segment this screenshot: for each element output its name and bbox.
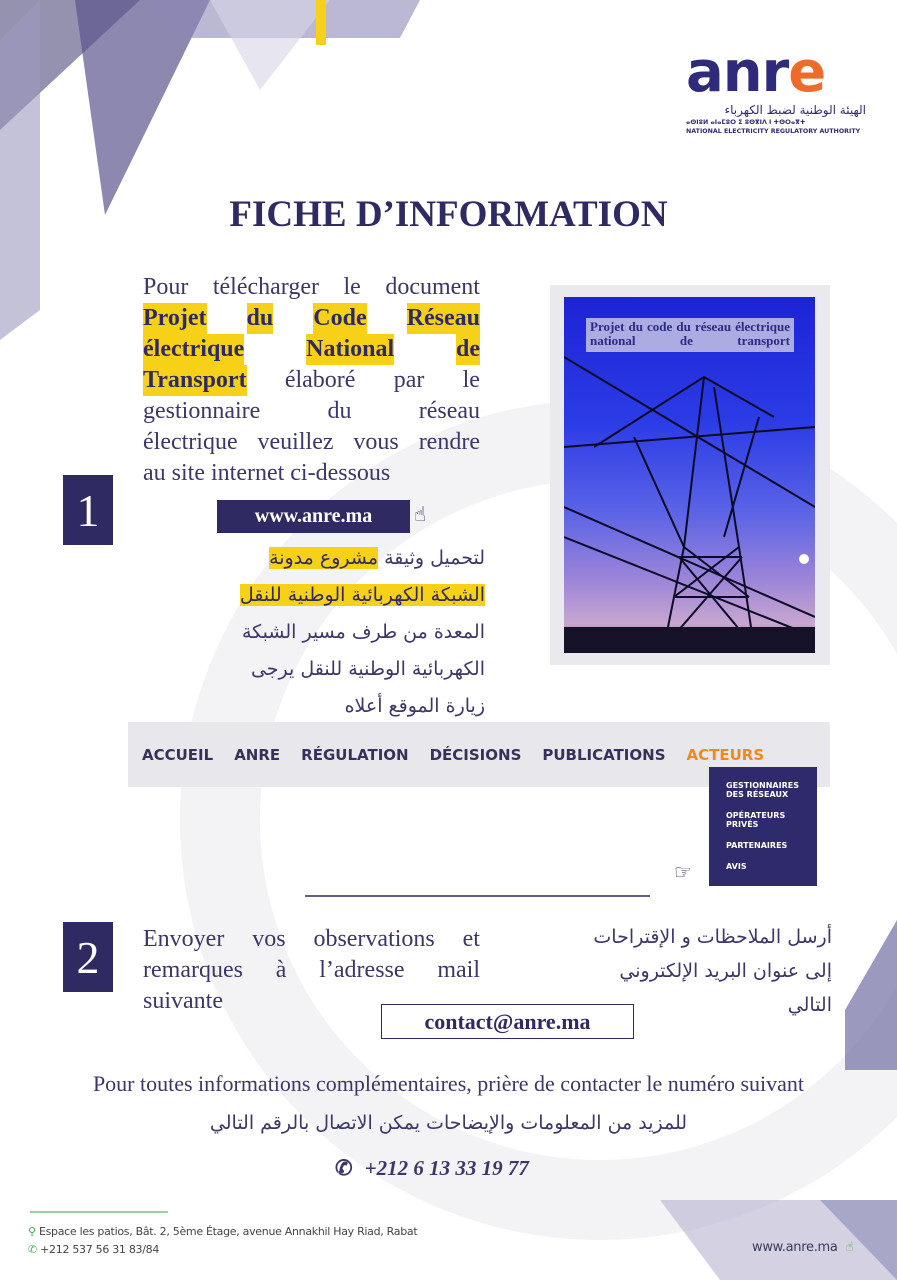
word: Envoyer — [143, 926, 225, 952]
word: vous — [353, 429, 399, 455]
word: gestionnaire — [143, 398, 261, 424]
info-french: Pour toutes informations complémentaires, prière de contacter le numéro suivant — [92, 1071, 805, 1096]
step1-arabic-text — [140, 540, 485, 725]
click-hand-icon: ☝ — [845, 1240, 854, 1255]
arabic-line — [140, 540, 485, 577]
word: rendre — [418, 429, 480, 455]
dropdown-item[interactable]: AVIS — [726, 862, 747, 871]
footer-website[interactable] — [752, 1240, 892, 1255]
menu-item-publications[interactable]: PUBLICATIONS — [542, 745, 666, 764]
word: électrique — [143, 429, 238, 455]
text-line — [143, 303, 480, 334]
arabic-line — [140, 688, 485, 725]
word: Code — [313, 303, 366, 334]
text-line — [143, 334, 480, 365]
arabic-line: التالي — [787, 994, 832, 1016]
logo-word: anr — [686, 40, 789, 105]
text-line — [143, 458, 480, 489]
footer-address — [28, 1224, 417, 1239]
location-pin-icon: ⚲ — [28, 1225, 39, 1238]
logo-arabic: الهيئة الوطنية لضبط الكهرباء — [724, 103, 866, 117]
address-text: Espace les patios, Bât. 2, 5ème Étage, avenue Annakhil Hay Riad, Rabat — [38, 1225, 418, 1238]
arabic-line — [140, 614, 485, 651]
word: suivante — [143, 988, 223, 1014]
text-line — [143, 272, 480, 303]
word: à — [275, 957, 287, 983]
word: vos — [252, 926, 286, 952]
menu-item-décisions[interactable]: DÉCISIONS — [429, 745, 522, 764]
footer-website-link[interactable]: www.anre.ma — [752, 1240, 838, 1255]
arabic-line: أرسل الملاحظات و الإقتراحات — [593, 926, 832, 948]
step-number-2: 2 — [63, 922, 113, 992]
text-line — [143, 365, 480, 396]
text: لتحميل وثيقة — [378, 547, 485, 569]
word: de — [456, 334, 480, 365]
page-title: FICHE D’INFORMATION — [229, 194, 668, 235]
cover-caption: Projet du code du réseau électrique national de transport — [586, 318, 794, 352]
word: télécharger — [212, 274, 319, 300]
anre-logo — [686, 40, 866, 136]
word: du — [327, 398, 352, 424]
text-line — [143, 955, 480, 986]
email-address-box[interactable]: contact@anre.ma — [381, 1004, 634, 1039]
text-line — [143, 396, 480, 427]
word: document — [385, 274, 480, 300]
menu-item-acteurs[interactable]: ACTEURS — [686, 745, 765, 764]
contact-phone — [335, 1153, 529, 1183]
pointer-hand-icon: ☝ — [414, 502, 427, 526]
word: l’adresse — [319, 957, 405, 983]
word: au site internet ci-dessous — [143, 460, 391, 486]
text-line — [143, 427, 480, 458]
logo-tifinagh: ⴰⵙⵏⵓⵍ ⴰⵏⴰⵎⵓⵔ ⵉ ⵓⵙⴳⵏⴷ ⵏ ⵜⵙⵔⴰⴳⵜ — [686, 119, 806, 126]
word: Pour — [143, 274, 189, 300]
word: Projet — [143, 303, 207, 334]
menu-item-anre[interactable]: ANRE — [234, 745, 281, 764]
word: remarques — [143, 957, 243, 983]
word: National — [306, 334, 394, 365]
word: par — [393, 367, 425, 393]
text: المعدة من طرف مسير الشبكة — [241, 621, 485, 643]
word: Transport — [143, 365, 247, 396]
website-link-button[interactable]: www.anre.ma — [217, 500, 410, 533]
footer-phone — [28, 1242, 159, 1257]
word: électrique — [143, 334, 244, 365]
logo-english: NATIONAL ELECTRICITY REGULATORY AUTHORITY — [686, 128, 861, 135]
step-number-1: 1 — [63, 475, 113, 545]
text: زيارة الموقع أعلاه — [344, 695, 485, 717]
phone-icon: ✆ — [335, 1156, 353, 1180]
highlight: مشروع مدونة — [269, 547, 379, 569]
word: le — [462, 367, 480, 393]
step1-french-text — [143, 272, 480, 489]
menu-item-accueil[interactable]: ACCUEIL — [142, 745, 214, 764]
word: et — [462, 926, 480, 952]
arabic-line: إلى عنوان البريد الإلكتروني — [619, 960, 832, 982]
highlight: الشبكة الكهربائية الوطنية للنقل — [239, 584, 485, 606]
pointer-hand-icon: ☞ — [674, 860, 692, 884]
word: le — [343, 274, 361, 300]
info-arabic: للمزيد من المعلومات والإيضاحات يمكن الاتصال بالرقم التالي — [209, 1112, 688, 1134]
arabic-line — [140, 651, 485, 688]
dropdown-item[interactable]: GESTIONNAIRES DES RÉSEAUX — [726, 781, 799, 799]
word: du — [247, 303, 274, 334]
phone-number[interactable]: +212 6 13 33 19 77 — [364, 1156, 529, 1180]
word: veuillez — [257, 429, 334, 455]
phone-icon: ✆ — [28, 1243, 41, 1256]
acteurs-dropdown — [709, 767, 817, 886]
footer-phone-text: +212 537 56 31 83/84 — [40, 1243, 160, 1256]
dropdown-item[interactable]: PARTENAIRES — [726, 841, 788, 850]
menu-item-régulation[interactable]: RÉGULATION — [301, 745, 409, 764]
word: élaboré — [284, 367, 356, 393]
logo-accent: e — [788, 40, 826, 105]
arabic-line — [140, 577, 485, 614]
word: mail — [437, 957, 480, 983]
text-line — [143, 924, 480, 955]
word: Réseau — [407, 303, 480, 334]
dropdown-item[interactable]: OPÉRATEURS PRIVÉS — [726, 811, 786, 829]
word: observations — [313, 926, 435, 952]
text: الكهربائية الوطنية للنقل يرجى — [250, 658, 485, 680]
word: réseau — [418, 398, 480, 424]
